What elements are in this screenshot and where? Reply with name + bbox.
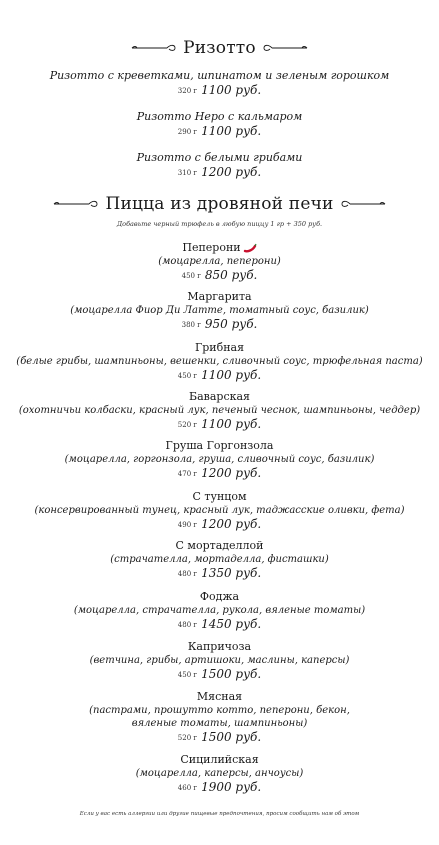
item-name: С мортаделлой [175, 539, 264, 552]
item-name: Груша Горгонзола [165, 439, 274, 452]
menu-item [0, 241, 439, 283]
menu-item [0, 110, 439, 139]
item-desc: (пастрами, прошутто котто, пеперони, бекон, [89, 705, 350, 716]
item-price-line [0, 268, 439, 283]
item-price-line [0, 466, 439, 481]
item-name: Мясная [196, 690, 243, 703]
menu-item [0, 690, 439, 745]
item-weight: 490 г [177, 521, 198, 529]
item-price-line [0, 730, 439, 745]
item-name: Ризотто с белыми грибами [136, 151, 303, 164]
item-weight: 320 г [177, 87, 198, 95]
item-desc: (страчателла, мортаделла, фисташки) [110, 554, 329, 565]
menu-item [0, 341, 439, 383]
risotto-title: Ризотто [183, 38, 256, 58]
item-weight: 470 г [177, 470, 198, 478]
item-price: 1100 руб. [201, 83, 262, 97]
item-price: 1100 руб. [201, 368, 262, 382]
flourish-right-icon [340, 197, 386, 211]
risotto-header [0, 38, 439, 58]
item-name: Грибная [194, 341, 245, 354]
item-desc: (моцарелла Фиор Ди Латте, томатный соус, базилик) [70, 305, 369, 316]
item-price: 1500 руб. [201, 730, 262, 744]
menu-item [0, 390, 439, 432]
item-name-row [0, 241, 439, 255]
item-price: 1350 руб. [201, 566, 262, 580]
item-desc: (моцарелла, страчателла, рукола, вяленые томаты) [73, 605, 366, 616]
item-price-line [0, 566, 439, 581]
item-desc-continued: вяленые томаты, шампиньоны) [131, 718, 308, 729]
item-desc: (ветчина, грибы, артишоки, маслины, каперсы) [89, 655, 350, 666]
item-weight: 290 г [177, 128, 198, 136]
item-desc: (белые грибы, шампиньоны, вешенки, сливочный соус, трюфельная паста) [16, 356, 423, 367]
allergy-footer-note: Если у вас есть аллергии или другие пищевые предпочтения, просим сообщить нам об этом [79, 811, 360, 817]
flourish-left-icon [53, 197, 99, 211]
item-price: 1200 руб. [201, 165, 262, 179]
flourish-left-icon [131, 41, 177, 55]
item-weight: 450 г [181, 272, 201, 280]
pizza-title: Пицца из дровяной печи [105, 194, 334, 214]
item-price: 1100 руб. [201, 124, 262, 138]
item-price-line [0, 517, 439, 532]
item-price-line [0, 667, 439, 682]
item-desc: (консервированный тунец, красный лук, таджасские оливки, фета) [34, 505, 405, 516]
flourish-right-icon [262, 41, 308, 55]
item-name: С тунцом [192, 490, 247, 503]
item-price-line [0, 165, 439, 180]
item-price-line [0, 368, 439, 383]
item-price-line [0, 124, 439, 139]
chili-pepper-icon [243, 243, 257, 253]
menu-item [0, 151, 439, 180]
truffle-note: Добавьте черный трюфель в любую пиццу 1 гр + 350 руб. [116, 220, 323, 228]
item-weight: 310 г [177, 169, 198, 177]
item-desc: (моцарелла, горгонзола, груша, сливочный соус, базилик) [64, 454, 375, 465]
pizza-header [0, 194, 439, 214]
menu-item [0, 640, 439, 682]
item-price: 1100 руб. [201, 417, 262, 431]
menu-item [0, 490, 439, 532]
item-weight: 450 г [177, 372, 198, 380]
item-name: Пеперони [182, 241, 241, 254]
item-desc: (охотничьи колбаски, красный лук, печеный чеснок, шампиньоны, чеддер) [18, 405, 421, 416]
item-price-line [0, 317, 439, 332]
item-price: 1450 руб. [201, 617, 262, 631]
item-name: Ризотто с креветками, шпинатом и зеленым горошком [49, 69, 390, 82]
menu-item [0, 439, 439, 481]
item-name: Маргарита [187, 290, 252, 303]
item-weight: 520 г [177, 421, 198, 429]
menu-item [0, 539, 439, 581]
item-name: Фоджа [199, 590, 240, 603]
item-price-line [0, 780, 439, 795]
item-price: 1500 руб. [201, 667, 262, 681]
item-price-line [0, 617, 439, 632]
item-price: 950 руб. [204, 317, 258, 331]
item-price-line [0, 83, 439, 98]
menu-item [0, 290, 439, 332]
item-weight: 480 г [177, 570, 198, 578]
item-name: Баварская [189, 390, 250, 403]
item-weight: 480 г [177, 621, 198, 629]
item-weight: 380 г [181, 321, 201, 329]
menu-item [0, 69, 439, 98]
item-name: Ризотто Неро с кальмаром [136, 110, 303, 123]
item-price: 1200 руб. [201, 517, 262, 531]
menu-item [0, 590, 439, 632]
item-price: 1900 руб. [201, 780, 262, 794]
menu-item [0, 753, 439, 795]
item-price: 850 руб. [204, 268, 258, 282]
item-name: Сицилийская [180, 753, 259, 766]
item-price: 1200 руб. [201, 466, 262, 480]
item-desc: (моцарелла, пеперони) [158, 256, 281, 267]
item-desc: (моцарелла, каперсы, анчоусы) [135, 768, 304, 779]
item-weight: 450 г [177, 671, 198, 679]
item-price-line [0, 417, 439, 432]
item-name: Капричоза [187, 640, 252, 653]
item-weight: 520 г [177, 734, 198, 742]
item-weight: 460 г [177, 784, 198, 792]
